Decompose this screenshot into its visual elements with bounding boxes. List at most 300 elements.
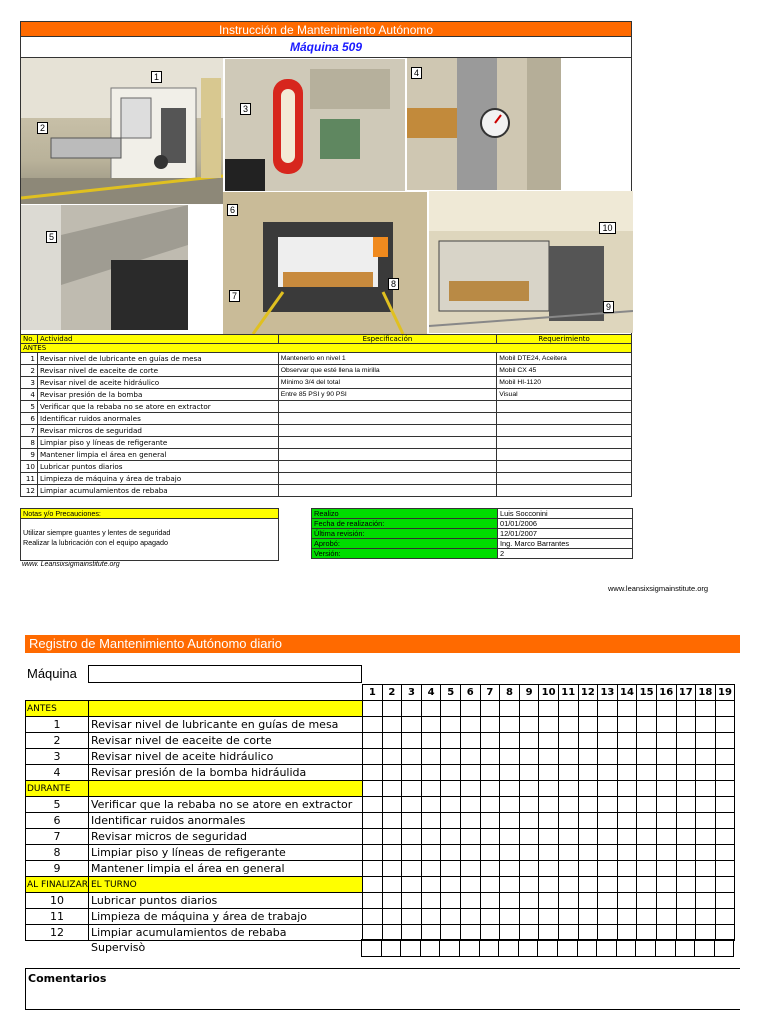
check-cell[interactable] bbox=[696, 893, 716, 909]
check-cell[interactable] bbox=[637, 893, 657, 909]
check-cell[interactable] bbox=[421, 877, 441, 893]
check-cell[interactable] bbox=[382, 717, 402, 733]
check-cell[interactable] bbox=[676, 733, 696, 749]
check-cell[interactable] bbox=[656, 861, 676, 877]
check-cell[interactable] bbox=[558, 749, 578, 765]
check-cell[interactable] bbox=[402, 877, 422, 893]
check-cell[interactable] bbox=[578, 909, 598, 925]
check-cell[interactable] bbox=[421, 909, 441, 925]
check-cell[interactable] bbox=[696, 861, 716, 877]
check-cell[interactable] bbox=[460, 717, 480, 733]
supervisor-sign-cell[interactable] bbox=[714, 940, 734, 957]
check-cell[interactable] bbox=[598, 877, 618, 893]
check-cell[interactable] bbox=[421, 829, 441, 845]
check-cell[interactable] bbox=[519, 813, 539, 829]
check-cell[interactable] bbox=[539, 733, 559, 749]
check-cell[interactable] bbox=[480, 733, 500, 749]
check-cell[interactable] bbox=[617, 813, 637, 829]
check-cell[interactable] bbox=[480, 861, 500, 877]
check-cell[interactable] bbox=[519, 701, 539, 717]
check-cell[interactable] bbox=[480, 845, 500, 861]
check-cell[interactable] bbox=[598, 813, 618, 829]
check-cell[interactable] bbox=[500, 797, 520, 813]
check-cell[interactable] bbox=[539, 765, 559, 781]
check-cell[interactable] bbox=[421, 813, 441, 829]
check-cell[interactable] bbox=[539, 861, 559, 877]
instruction-row bbox=[21, 377, 632, 389]
check-cell[interactable] bbox=[500, 765, 520, 781]
check-cell[interactable] bbox=[598, 749, 618, 765]
supervisor-sign-cell[interactable] bbox=[420, 940, 440, 957]
check-cell[interactable] bbox=[519, 829, 539, 845]
check-cell[interactable] bbox=[441, 781, 461, 797]
notes-box bbox=[20, 508, 279, 561]
check-cell[interactable] bbox=[715, 845, 735, 861]
check-cell[interactable] bbox=[363, 733, 383, 749]
check-cell[interactable] bbox=[519, 861, 539, 877]
check-cell[interactable] bbox=[617, 717, 637, 733]
check-cell[interactable] bbox=[441, 861, 461, 877]
check-cell[interactable] bbox=[696, 749, 716, 765]
check-cell[interactable] bbox=[539, 877, 559, 893]
supervisor-sign-cell[interactable] bbox=[597, 940, 617, 957]
rev-value: 01/01/2006 bbox=[498, 519, 633, 529]
check-cell[interactable] bbox=[441, 877, 461, 893]
check-cell[interactable] bbox=[656, 813, 676, 829]
check-cell[interactable] bbox=[578, 733, 598, 749]
check-cell[interactable] bbox=[460, 749, 480, 765]
check-cell[interactable] bbox=[539, 717, 559, 733]
check-cell[interactable] bbox=[617, 765, 637, 781]
check-cell[interactable] bbox=[656, 909, 676, 925]
machine-side-illustration bbox=[21, 58, 223, 204]
check-cell[interactable] bbox=[382, 829, 402, 845]
check-cell[interactable] bbox=[617, 829, 637, 845]
supervisor-sign-cell[interactable] bbox=[695, 940, 715, 957]
check-cell[interactable] bbox=[696, 781, 716, 797]
check-cell[interactable] bbox=[363, 813, 383, 829]
check-cell[interactable] bbox=[558, 845, 578, 861]
check-cell[interactable] bbox=[578, 813, 598, 829]
check-cell[interactable] bbox=[637, 813, 657, 829]
check-cell[interactable] bbox=[480, 749, 500, 765]
check-cell[interactable] bbox=[539, 813, 559, 829]
check-cell[interactable] bbox=[696, 717, 716, 733]
check-cell[interactable] bbox=[637, 845, 657, 861]
check-cell[interactable] bbox=[676, 749, 696, 765]
check-cell[interactable] bbox=[500, 733, 520, 749]
check-cell[interactable] bbox=[421, 717, 441, 733]
check-cell[interactable] bbox=[676, 781, 696, 797]
check-cell[interactable] bbox=[421, 765, 441, 781]
supervisor-sign-cell[interactable] bbox=[479, 940, 499, 957]
daily-log-table bbox=[25, 684, 735, 941]
check-cell[interactable] bbox=[656, 893, 676, 909]
check-cell[interactable] bbox=[402, 845, 422, 861]
check-cell[interactable] bbox=[363, 781, 383, 797]
check-cell[interactable] bbox=[539, 749, 559, 765]
check-cell[interactable] bbox=[441, 893, 461, 909]
check-cell[interactable] bbox=[500, 829, 520, 845]
check-cell[interactable] bbox=[460, 701, 480, 717]
check-cell[interactable] bbox=[578, 893, 598, 909]
check-cell[interactable] bbox=[578, 717, 598, 733]
check-cell[interactable] bbox=[637, 829, 657, 845]
check-cell[interactable] bbox=[480, 701, 500, 717]
check-cell[interactable] bbox=[656, 717, 676, 733]
check-cell[interactable] bbox=[460, 909, 480, 925]
supervisor-sign-cell[interactable] bbox=[401, 940, 421, 957]
check-cell[interactable] bbox=[696, 765, 716, 781]
check-cell[interactable] bbox=[519, 909, 539, 925]
check-cell[interactable] bbox=[696, 845, 716, 861]
check-cell[interactable] bbox=[363, 893, 383, 909]
check-cell[interactable] bbox=[363, 765, 383, 781]
check-cell[interactable] bbox=[402, 717, 422, 733]
check-cell[interactable] bbox=[715, 861, 735, 877]
check-cell[interactable] bbox=[382, 893, 402, 909]
check-cell[interactable] bbox=[715, 909, 735, 925]
check-cell[interactable] bbox=[617, 845, 637, 861]
check-cell[interactable] bbox=[598, 717, 618, 733]
check-cell[interactable] bbox=[617, 781, 637, 797]
check-cell[interactable] bbox=[676, 717, 696, 733]
check-cell[interactable] bbox=[441, 749, 461, 765]
check-cell[interactable] bbox=[500, 909, 520, 925]
check-cell[interactable] bbox=[519, 797, 539, 813]
check-cell[interactable] bbox=[558, 877, 578, 893]
check-cell[interactable] bbox=[421, 701, 441, 717]
check-cell[interactable] bbox=[382, 877, 402, 893]
check-cell[interactable] bbox=[637, 749, 657, 765]
check-cell[interactable] bbox=[617, 877, 637, 893]
check-cell[interactable] bbox=[696, 829, 716, 845]
supervisor-sign-cell[interactable] bbox=[459, 940, 479, 957]
check-cell[interactable] bbox=[637, 861, 657, 877]
check-cell[interactable] bbox=[558, 765, 578, 781]
machine-name: Máquina 509 bbox=[20, 37, 632, 58]
check-cell[interactable] bbox=[441, 797, 461, 813]
supervisor-sign-cell[interactable] bbox=[616, 940, 636, 957]
check-cell[interactable] bbox=[460, 877, 480, 893]
check-cell[interactable] bbox=[441, 829, 461, 845]
check-cell[interactable] bbox=[598, 893, 618, 909]
check-cell[interactable] bbox=[656, 781, 676, 797]
check-cell[interactable] bbox=[715, 733, 735, 749]
check-cell[interactable] bbox=[500, 749, 520, 765]
check-cell[interactable] bbox=[402, 813, 422, 829]
check-cell[interactable] bbox=[460, 813, 480, 829]
supervisor-sign-cell[interactable] bbox=[655, 940, 675, 957]
check-cell[interactable] bbox=[363, 701, 383, 717]
check-cell[interactable] bbox=[519, 765, 539, 781]
check-cell[interactable] bbox=[617, 733, 637, 749]
check-cell[interactable] bbox=[480, 829, 500, 845]
check-cell[interactable] bbox=[598, 797, 618, 813]
check-cell[interactable] bbox=[676, 701, 696, 717]
check-cell[interactable] bbox=[696, 909, 716, 925]
check-cell[interactable] bbox=[676, 893, 696, 909]
check-cell[interactable] bbox=[617, 861, 637, 877]
check-cell[interactable] bbox=[480, 781, 500, 797]
check-cell[interactable] bbox=[715, 781, 735, 797]
check-cell[interactable] bbox=[363, 909, 383, 925]
check-cell[interactable] bbox=[598, 829, 618, 845]
check-cell[interactable] bbox=[519, 749, 539, 765]
supervisor-sign-cell[interactable] bbox=[499, 940, 519, 957]
check-cell[interactable] bbox=[421, 781, 441, 797]
check-cell[interactable] bbox=[421, 893, 441, 909]
check-cell[interactable] bbox=[696, 797, 716, 813]
supervisor-sign-cell[interactable] bbox=[440, 940, 460, 957]
check-cell[interactable] bbox=[519, 845, 539, 861]
check-cell[interactable] bbox=[558, 813, 578, 829]
check-cell[interactable] bbox=[382, 909, 402, 925]
check-cell[interactable] bbox=[480, 765, 500, 781]
check-cell[interactable] bbox=[402, 733, 422, 749]
check-cell[interactable] bbox=[558, 861, 578, 877]
check-cell[interactable] bbox=[500, 717, 520, 733]
supervisor-sign-cell[interactable] bbox=[362, 940, 382, 957]
check-cell[interactable] bbox=[539, 829, 559, 845]
check-cell[interactable] bbox=[500, 861, 520, 877]
check-cell[interactable] bbox=[676, 877, 696, 893]
check-cell[interactable] bbox=[715, 749, 735, 765]
check-cell[interactable] bbox=[715, 813, 735, 829]
check-cell[interactable] bbox=[637, 909, 657, 925]
machine-field[interactable] bbox=[88, 665, 362, 683]
check-cell[interactable] bbox=[421, 797, 441, 813]
check-cell[interactable] bbox=[598, 845, 618, 861]
check-cell[interactable] bbox=[480, 813, 500, 829]
check-cell[interactable] bbox=[656, 749, 676, 765]
check-cell[interactable] bbox=[715, 829, 735, 845]
check-cell[interactable] bbox=[715, 701, 735, 717]
check-cell[interactable] bbox=[539, 845, 559, 861]
check-cell[interactable] bbox=[558, 797, 578, 813]
row-spec: Entre 85 PSI y 90 PSI bbox=[278, 389, 497, 401]
check-cell[interactable] bbox=[539, 701, 559, 717]
check-cell[interactable] bbox=[598, 701, 618, 717]
check-cell[interactable] bbox=[500, 893, 520, 909]
check-cell[interactable] bbox=[382, 781, 402, 797]
check-cell[interactable] bbox=[715, 717, 735, 733]
check-cell[interactable] bbox=[578, 877, 598, 893]
check-cell[interactable] bbox=[480, 877, 500, 893]
check-cell[interactable] bbox=[637, 717, 657, 733]
check-cell[interactable] bbox=[421, 845, 441, 861]
check-cell[interactable] bbox=[382, 797, 402, 813]
check-cell[interactable] bbox=[421, 749, 441, 765]
check-cell[interactable] bbox=[539, 893, 559, 909]
check-cell[interactable] bbox=[500, 813, 520, 829]
check-cell[interactable] bbox=[558, 733, 578, 749]
check-cell[interactable] bbox=[363, 717, 383, 733]
supervisor-sign-cell[interactable] bbox=[675, 940, 695, 957]
check-cell[interactable] bbox=[421, 733, 441, 749]
check-cell[interactable] bbox=[637, 765, 657, 781]
supervisor-sign-cell[interactable] bbox=[557, 940, 577, 957]
check-cell[interactable] bbox=[441, 701, 461, 717]
check-cell[interactable] bbox=[676, 845, 696, 861]
check-cell[interactable] bbox=[363, 845, 383, 861]
check-cell[interactable] bbox=[656, 829, 676, 845]
check-cell[interactable] bbox=[402, 829, 422, 845]
check-cell[interactable] bbox=[656, 733, 676, 749]
check-cell[interactable] bbox=[558, 781, 578, 797]
check-cell[interactable] bbox=[460, 845, 480, 861]
check-cell[interactable] bbox=[617, 909, 637, 925]
check-cell[interactable] bbox=[637, 781, 657, 797]
check-cell[interactable] bbox=[480, 893, 500, 909]
check-cell[interactable] bbox=[382, 813, 402, 829]
check-cell[interactable] bbox=[441, 765, 461, 781]
check-cell[interactable] bbox=[402, 861, 422, 877]
check-cell[interactable] bbox=[598, 781, 618, 797]
check-cell[interactable] bbox=[715, 877, 735, 893]
check-cell[interactable] bbox=[617, 893, 637, 909]
check-cell[interactable] bbox=[441, 813, 461, 829]
check-cell[interactable] bbox=[656, 701, 676, 717]
check-cell[interactable] bbox=[460, 781, 480, 797]
check-cell[interactable] bbox=[382, 701, 402, 717]
check-cell[interactable] bbox=[696, 733, 716, 749]
check-cell[interactable] bbox=[460, 797, 480, 813]
check-cell[interactable] bbox=[676, 829, 696, 845]
check-cell[interactable] bbox=[656, 765, 676, 781]
check-cell[interactable] bbox=[421, 861, 441, 877]
check-cell[interactable] bbox=[676, 765, 696, 781]
check-cell[interactable] bbox=[382, 845, 402, 861]
check-cell[interactable] bbox=[500, 701, 520, 717]
check-cell[interactable] bbox=[578, 797, 598, 813]
check-cell[interactable] bbox=[460, 765, 480, 781]
log-item-no: 11 bbox=[26, 909, 89, 925]
check-cell[interactable] bbox=[578, 701, 598, 717]
check-cell[interactable] bbox=[500, 877, 520, 893]
check-cell[interactable] bbox=[519, 733, 539, 749]
check-cell[interactable] bbox=[460, 829, 480, 845]
check-cell[interactable] bbox=[480, 797, 500, 813]
check-cell[interactable] bbox=[382, 733, 402, 749]
check-cell[interactable] bbox=[441, 845, 461, 861]
check-cell[interactable] bbox=[696, 877, 716, 893]
check-cell[interactable] bbox=[676, 797, 696, 813]
check-cell[interactable] bbox=[578, 749, 598, 765]
check-cell[interactable] bbox=[382, 861, 402, 877]
check-cell[interactable] bbox=[500, 845, 520, 861]
supervisor-sign-cell[interactable] bbox=[381, 940, 401, 957]
check-cell[interactable] bbox=[617, 701, 637, 717]
check-cell[interactable] bbox=[578, 845, 598, 861]
check-cell[interactable] bbox=[578, 781, 598, 797]
check-cell[interactable] bbox=[402, 893, 422, 909]
check-cell[interactable] bbox=[598, 733, 618, 749]
check-cell[interactable] bbox=[519, 893, 539, 909]
check-cell[interactable] bbox=[460, 893, 480, 909]
supervisor-sign-cell[interactable] bbox=[577, 940, 597, 957]
check-cell[interactable] bbox=[676, 861, 696, 877]
check-cell[interactable] bbox=[696, 701, 716, 717]
comments-box[interactable] bbox=[25, 968, 740, 1010]
check-cell[interactable] bbox=[382, 749, 402, 765]
check-cell[interactable] bbox=[402, 909, 422, 925]
check-cell[interactable] bbox=[402, 749, 422, 765]
check-cell[interactable] bbox=[363, 829, 383, 845]
check-cell[interactable] bbox=[558, 717, 578, 733]
check-cell[interactable] bbox=[558, 893, 578, 909]
check-cell[interactable] bbox=[539, 909, 559, 925]
check-cell[interactable] bbox=[402, 781, 422, 797]
check-cell[interactable] bbox=[598, 861, 618, 877]
check-cell[interactable] bbox=[617, 797, 637, 813]
row-spec: Mínimo 3/4 del total bbox=[278, 377, 497, 389]
check-cell[interactable] bbox=[539, 781, 559, 797]
check-cell[interactable] bbox=[656, 877, 676, 893]
check-cell[interactable] bbox=[519, 781, 539, 797]
check-cell[interactable] bbox=[715, 797, 735, 813]
check-cell[interactable] bbox=[598, 909, 618, 925]
check-cell[interactable] bbox=[363, 797, 383, 813]
check-cell[interactable] bbox=[441, 733, 461, 749]
check-cell[interactable] bbox=[460, 861, 480, 877]
check-cell[interactable] bbox=[676, 813, 696, 829]
check-cell[interactable] bbox=[441, 717, 461, 733]
check-cell[interactable] bbox=[578, 861, 598, 877]
check-cell[interactable] bbox=[363, 877, 383, 893]
check-cell[interactable] bbox=[480, 717, 500, 733]
row-activity: Revisar micros de seguridad bbox=[37, 425, 278, 437]
check-cell[interactable] bbox=[578, 765, 598, 781]
check-cell[interactable] bbox=[696, 813, 716, 829]
check-cell[interactable] bbox=[637, 701, 657, 717]
check-cell[interactable] bbox=[558, 829, 578, 845]
check-cell[interactable] bbox=[656, 845, 676, 861]
check-cell[interactable] bbox=[460, 733, 480, 749]
check-cell[interactable] bbox=[637, 877, 657, 893]
check-cell[interactable] bbox=[676, 909, 696, 925]
check-cell[interactable] bbox=[363, 861, 383, 877]
check-cell[interactable] bbox=[637, 797, 657, 813]
check-cell[interactable] bbox=[519, 717, 539, 733]
check-cell[interactable] bbox=[519, 877, 539, 893]
check-cell[interactable] bbox=[402, 765, 422, 781]
instruction-row bbox=[21, 413, 632, 425]
check-cell[interactable] bbox=[617, 749, 637, 765]
check-cell[interactable] bbox=[480, 909, 500, 925]
check-cell[interactable] bbox=[715, 893, 735, 909]
check-cell[interactable] bbox=[558, 701, 578, 717]
supervisor-sign-cell[interactable] bbox=[636, 940, 656, 957]
check-cell[interactable] bbox=[656, 797, 676, 813]
check-cell[interactable] bbox=[441, 909, 461, 925]
check-cell[interactable] bbox=[558, 909, 578, 925]
check-cell[interactable] bbox=[363, 749, 383, 765]
check-cell[interactable] bbox=[382, 765, 402, 781]
check-cell[interactable] bbox=[578, 829, 598, 845]
check-cell[interactable] bbox=[637, 733, 657, 749]
check-cell[interactable] bbox=[402, 701, 422, 717]
check-cell[interactable] bbox=[500, 781, 520, 797]
check-cell[interactable] bbox=[598, 765, 618, 781]
check-cell[interactable] bbox=[539, 797, 559, 813]
photo-oil-gauge bbox=[225, 59, 405, 191]
check-cell[interactable] bbox=[715, 765, 735, 781]
check-cell[interactable] bbox=[402, 797, 422, 813]
log-item-no: 5 bbox=[26, 797, 89, 813]
supervisor-sign-cell[interactable] bbox=[538, 940, 558, 957]
supervisor-sign-cell[interactable] bbox=[518, 940, 538, 957]
